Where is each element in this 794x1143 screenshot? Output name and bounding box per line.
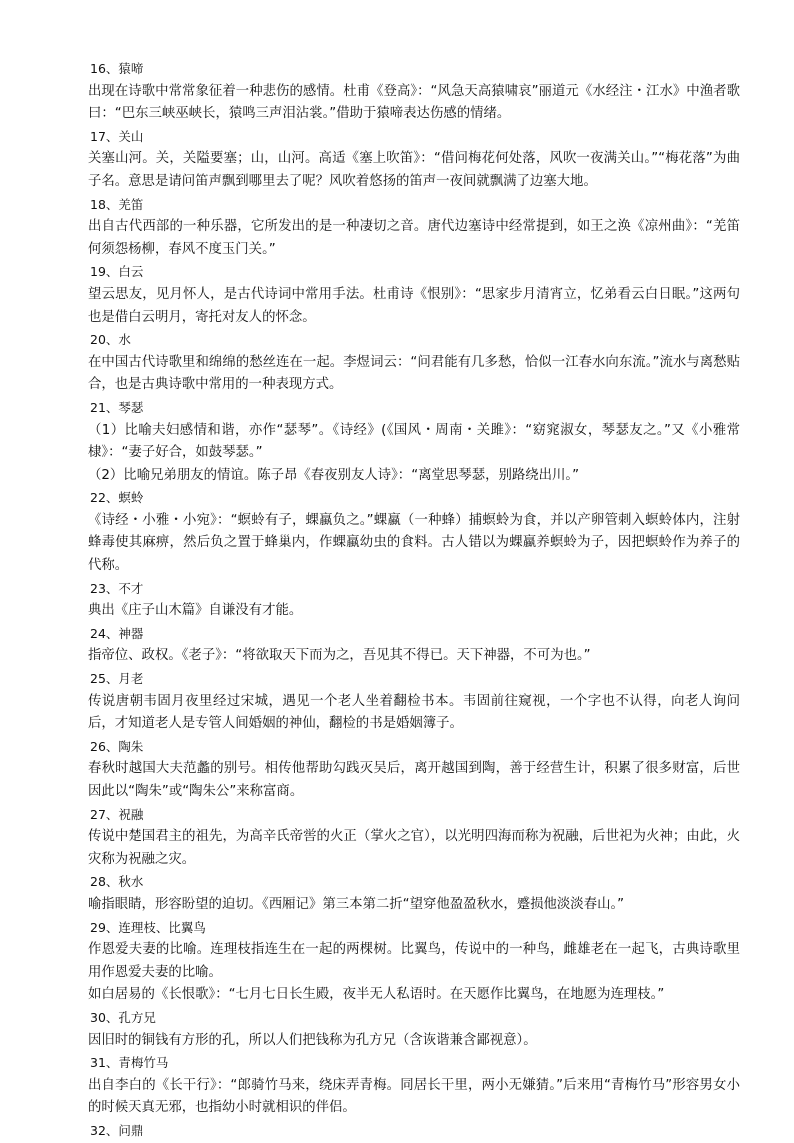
entry xyxy=(88,578,740,623)
entry-heading: 22、螟蛉 xyxy=(90,490,144,506)
entry-paragraph: （2）比喻兄弟朋友的情谊。陈子昂《春夜别友人诗》：“离堂思琴瑟，别路绕出川。” xyxy=(88,467,580,483)
entry-paragraph: 传说唐朝韦固月夜里经过宋城，遇见一个老人坐着翻检书本。韦固前往窥视，一个字也不认得，向老人询问后，才知道老人是专管人间婚姻的神仙，翻检的书是婚姻簿子。 xyxy=(88,693,740,732)
entry-paragraph: 传说中楚国君主的祖先，为高辛氏帝喾的火正（掌火之官），以光明四海而称为祝融，后世祀为火神；由此，火灾称为祝融之灾。 xyxy=(88,829,740,867)
entry-heading: 20、水 xyxy=(90,332,131,348)
entry-paragraph: 出现在诗歌中常常象征着一种悲伤的感情。杜甫《登高》：“风急天高猿啸哀”丽道元《水经注・江水》中渔者歌曰：“巴东三峡巫峡长，猿鸣三声泪沾裳。”借助于猿啼表达伤感的情绪。 xyxy=(88,83,740,122)
entry-paragraph: 因旧时的铜钱有方形的孔，所以人们把钱称为孔方兄（含诙谐兼含鄙视意）。 xyxy=(88,1032,537,1048)
entry-heading: 28、秋水 xyxy=(90,874,144,890)
entry-paragraph: 指帝位、政权。《老子》：“将欲取天下而为之，吾见其不得已。天下神器，不可为也。” xyxy=(88,648,591,664)
entry-heading: 19、白云 xyxy=(90,264,144,280)
entry-heading: 25、月老 xyxy=(90,671,144,687)
entry xyxy=(88,397,740,487)
entry-paragraph: 出自李白的《长干行》：“郎骑竹马来，绕床弄青梅。同居长干里，两小无嫌猜。”后来用“青梅竹马”形容男女小的时候天真无邪，也指幼小时就相识的伴侣。 xyxy=(88,1077,740,1116)
entry-heading: 23、不才 xyxy=(90,580,144,596)
entry-paragraph: 喻指眼睛，形容盼望的迫切。《西厢记》第三本第二折“望穿他盈盈秋水，蹙损他淡淡春山。” xyxy=(88,896,625,912)
entry xyxy=(88,194,740,262)
entry xyxy=(88,736,740,804)
entry xyxy=(88,261,740,329)
entry-paragraph: 关塞山河。关，关隘要塞；山，山河。高适《塞上吹笛》：“借问梅花何处落，风吹一夜满关山。”“梅花落”为曲子名。意思是请问笛声飘到哪里去了呢？风吹着悠扬的笛声一夜间就飘满了边塞大地。 xyxy=(88,151,740,189)
entry-paragraph: （1）比喻夫妇感情和谐，亦作“瑟琴”。《诗经》(《国风・周南・关雎》：“窈窕淑女，琴瑟友之。”又《小雅常棣》：“妻子好合，如鼓琴瑟。” xyxy=(88,422,740,461)
entry-paragraph: 《诗经・小雅・小宛》：“螟蛉有子，蜾蠃负之。”蜾蠃（一种蜂）捕螟蛉为食，并以产卵管刺入螟蛉体内，注射蜂毒使其麻痹，然后负之置于蜂巢内，作蜾蠃幼虫的食料。古人错以为蜾蠃养螟蛉为子，因把螟蛉作为养子的代称。 xyxy=(88,512,740,574)
entry xyxy=(88,917,740,1007)
document-body xyxy=(88,58,740,1143)
entry-heading: 31、青梅竹马 xyxy=(90,1055,169,1071)
entry xyxy=(88,804,740,872)
entry-paragraph: 作恩爱夫妻的比喻。连理枝指连生在一起的两棵树。比翼鸟，传说中的一种鸟，雌雄老在一起飞，古典诗歌里用作恩爱夫妻的比喻。 xyxy=(88,942,740,980)
entry xyxy=(88,58,740,126)
entry xyxy=(88,487,740,577)
entry-heading: 30、孔方兄 xyxy=(90,1009,156,1025)
entry-paragraph: 如白居易的《长恨歌》：“七月七日长生殿，夜半无人私语时。在天愿作比翼鸟，在地愿为连理枝。” xyxy=(88,987,665,1003)
entry-paragraph: 望云思友，见月怀人，是古代诗词中常用手法。杜甫诗《恨别》：“思家步月清宵立，忆弟看云白日眠。”这两句也是借白云明月，寄托对友人的怀念。 xyxy=(88,286,740,325)
entry xyxy=(88,668,740,736)
entry xyxy=(88,1052,740,1120)
entry-heading: 27、祝融 xyxy=(90,806,144,822)
entry xyxy=(88,126,740,194)
entry-heading: 29、连理枝、比翼鸟 xyxy=(90,919,206,935)
entry-heading: 18、羌笛 xyxy=(90,196,144,212)
entry xyxy=(88,623,740,668)
entry-paragraph: 春秋时越国大夫范蠡的别号。相传他帮助勾践灭吴后，离开越国到陶，善于经营生计，积累了很多财富，后世因此以“陶朱”或“陶朱公”来称富商。 xyxy=(88,761,740,799)
entry-paragraph: 出自古代西部的一种乐器，它所发出的是一种凄切之音。唐代边塞诗中经常提到，如王之涣《凉州曲》：“羌笛何须怨杨柳，春风不度玉门关。” xyxy=(88,219,740,257)
entry-heading: 21、琴瑟 xyxy=(90,399,144,415)
entry-heading: 26、陶朱 xyxy=(90,738,144,754)
entry-heading: 24、神器 xyxy=(90,625,144,641)
entry-paragraph: 典出《庄子山木篇》自谦没有才能。 xyxy=(88,603,303,619)
entry-heading: 17、关山 xyxy=(90,128,144,144)
entry xyxy=(88,1120,740,1143)
entry xyxy=(88,871,740,916)
entry-heading: 16、猿啼 xyxy=(90,61,144,76)
entry xyxy=(88,1007,740,1052)
entry xyxy=(88,329,740,397)
entry-paragraph: 在中国古代诗歌里和绵绵的愁丝连在一起。李煜词云：“问君能有几多愁，恰似一江春水向东流。”流水与离愁贴合，也是古典诗歌中常用的一种表现方式。 xyxy=(88,354,740,393)
entry-heading: 32、问鼎 xyxy=(90,1122,144,1138)
